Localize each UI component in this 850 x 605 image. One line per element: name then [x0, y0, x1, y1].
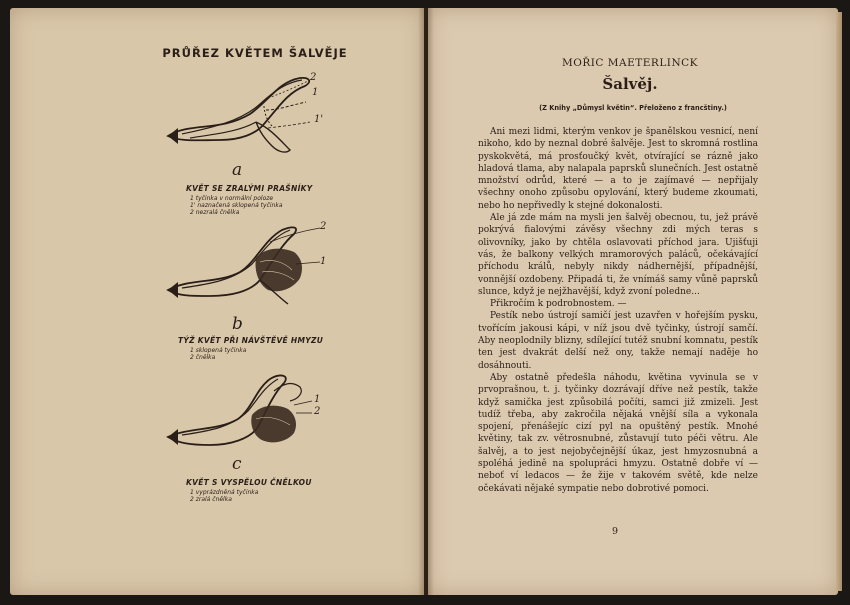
flower-section-b-illustration	[160, 218, 330, 313]
flower-section-a-illustration	[160, 70, 330, 165]
paragraph: Pestík nebo ústrojí samičí jest uzavřen v hořejším pysku, tvořícím jakousi kápi, v níž jsou dvě tyčinky, ústrojí samčí. Aby neoplodnily blizny, sdílející tutéž snubní komnatu, pestík ten jest dvakrát delší než ony, takže nemají naděje ho dosáhnouti.	[478, 311, 758, 371]
caption-line: 2 zralá čnělka	[190, 496, 232, 503]
callout-2: 2	[310, 72, 317, 83]
figure-title: PRŮŘEZ KVĚTEM ŠALVĚJE	[162, 46, 348, 60]
paragraph: Aby ostatně předešla náhodu, květina vyvinula se v prvoprašnou, t. j. tyčinky dozrávají dříve než pestík, takže když samička jest způsobilá počíti, samci již zmizeli. Jest tudíž třeba, aby zakročila nějaká vnější síla a vykonala spojení, přenášejíc cizí pyl na opuštěný pestík. Mnohé květiny, tak zv. větrosnubné, zůstavují tuto péči větru. Ale šalvěj, a to jest nejobyčejnější úkaz, jest hmyzosnubná a spoléhá jedině na spolupráci hmyzu. Ostatně dobře ví — neboť ví ledacos — že žije v takovém světě, kde nelze očekávati nějaké sympatie nebo dobrotivé pomoci.	[478, 372, 758, 494]
body-text	[478, 126, 758, 495]
caption-title-c: KVĚT S VYSPĚLOU ČNĚLKOU	[186, 478, 312, 487]
book-gutter	[418, 8, 434, 595]
caption-line: 1 sklopená tyčinka	[190, 347, 247, 354]
paragraph: Přikročím k podrobnostem. —	[490, 299, 627, 310]
caption-line: 1 vyprázdněná tyčinka	[190, 489, 259, 496]
paragraph: Ani mezi lidmi, kterým venkov je španělskou vesnicí, není nikoho, kdo by neznal dobré šalvěje. Jest to skromná rostlina pyskokvětá, má prosťoučký květ, otvírající se rázně jako hladová tlama, aby nalapala paprsků slunečních. Jest ostatně množství odrůd, které — a to je zajímavé — nepřijaly všechny onoho způsobu opylování, který budeme zkoumati, nebo ho nepřivedly k stejné dokonalosti.	[478, 127, 758, 211]
author-name: MOŘIC MAETERLINCK	[561, 57, 699, 69]
figure-letter-c: c	[232, 454, 242, 474]
flower-section-c-illustration	[160, 365, 330, 460]
page-edge	[836, 12, 842, 591]
callout-1-prime: 1'	[314, 114, 324, 125]
callout-1: 1	[320, 256, 327, 267]
figure-letter-b: b	[232, 314, 243, 334]
page-number: 9	[611, 526, 619, 537]
caption-line: 2 nezralá čnělka	[190, 209, 240, 216]
caption-line: 1 tyčinka v normální poloze	[190, 195, 274, 202]
caption-line: 2 čnělka	[190, 354, 216, 361]
page-subtitle: (Z Knihy „Důmysl květin“. Přeloženo z francštiny.)	[539, 104, 727, 112]
callout-2: 2	[314, 406, 321, 417]
paragraph: Ale já zde mám na mysli jen šalvěj obecnou, tu, jež právě pokrývá fialovými závěsy všechny zdi mých teras s olivovníky, jako by chtěla oslavovati příchod jara. Ujišťuji vás, že balkony velkých mramorových paláců, očekávající příchodu králů, nebyly nikdy nádhernější, případnější, vonnější ozdobeny. Připadá ti, že vnímáš samy vůně paprsků slunce, když je nejžhavější, když zvoní poledne...	[478, 213, 758, 297]
callout-1: 1	[312, 87, 319, 98]
caption-line: 1' naznačená sklopená tyčinka	[190, 202, 283, 209]
page-title: Šalvěj.	[602, 75, 658, 93]
callout-1: 1	[314, 394, 321, 405]
callout-2: 2	[320, 221, 327, 232]
figure-letter-a: a	[232, 160, 243, 180]
caption-title-a: KVĚT SE ZRALÝMI PRAŠNÍKY	[186, 184, 313, 193]
caption-title-b: TÝŽ KVĚT PŘI NÁVŠTĚVĚ HMYZU	[178, 336, 324, 345]
